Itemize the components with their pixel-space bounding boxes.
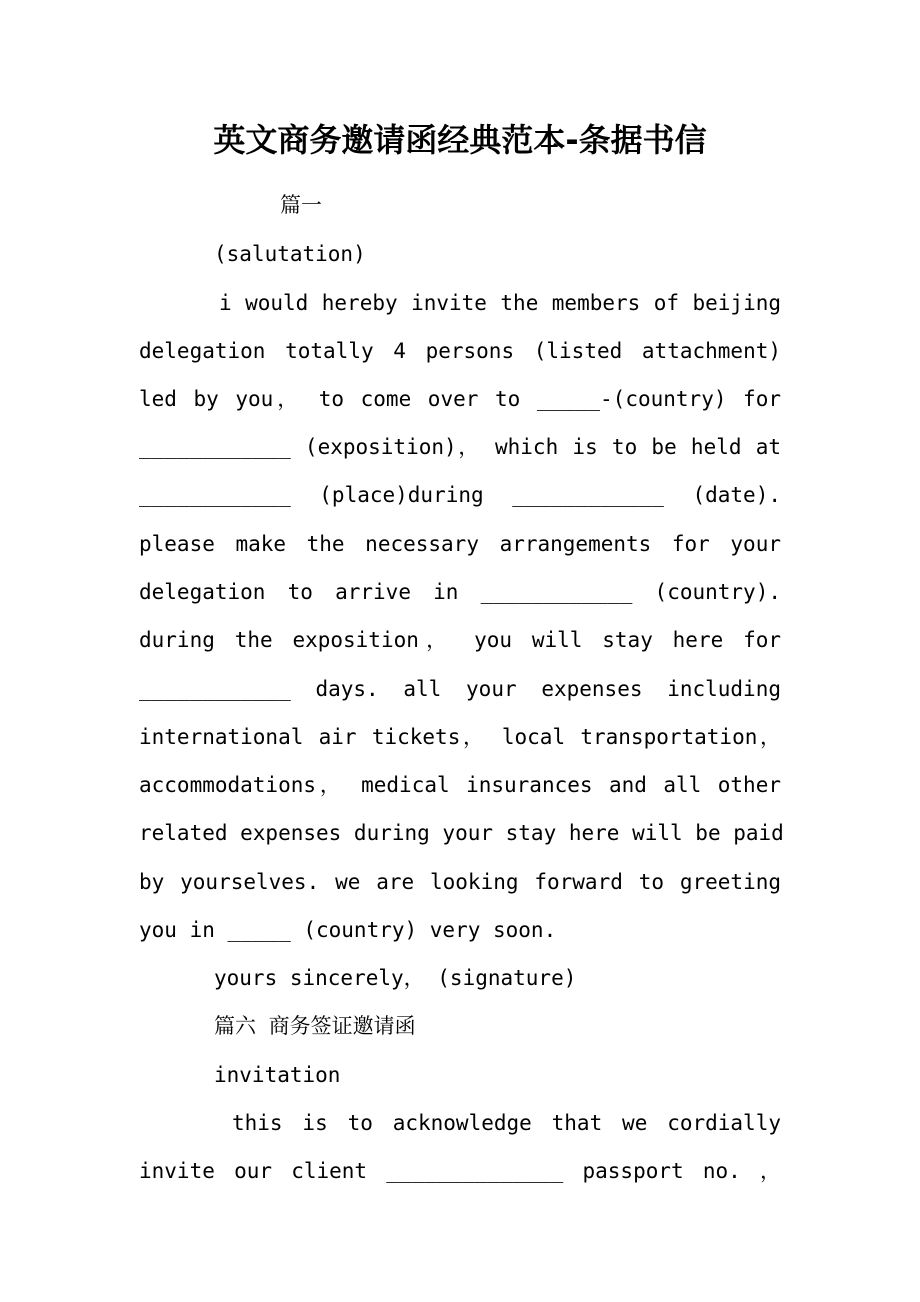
- salutation: (salutation): [214, 242, 366, 266]
- body-line: during the exposition， you will stay here for: [139, 628, 781, 652]
- body-line: ____________ days. all your expenses including: [139, 677, 781, 701]
- body-line: ____________ (place)during ____________ (date).: [139, 483, 781, 507]
- invitation-heading: invitation: [214, 1063, 341, 1087]
- body-line: international air tickets， local transportation，: [139, 725, 781, 749]
- body-line: delegation to arrive in ____________ (country).: [139, 580, 781, 604]
- invitation-line: invite our client ______________ passport no. ，: [139, 1159, 781, 1183]
- section-heading-six: 篇六 商务签证邀请函: [214, 1014, 416, 1038]
- body-line: accommodations， medical insurances and all other: [139, 773, 781, 797]
- body-line: delegation totally 4 persons (listed attachment): [139, 339, 781, 363]
- invitation-line: this is to acknowledge that we cordially: [232, 1111, 781, 1135]
- body-line: ____________ (exposition)， which is to be held at: [139, 435, 781, 459]
- body-line-last: you in _____ (country) very soon.: [139, 918, 557, 942]
- section-heading-one: 篇一: [280, 193, 322, 217]
- body-line: related expenses during your stay here will be paid: [139, 821, 784, 845]
- body-line: by yourselves. we are looking forward to greeting: [139, 870, 781, 894]
- body-line: i would hereby invite the members of beijing: [219, 291, 781, 315]
- document-title: 英文商务邀请函经典范本-条据书信: [213, 121, 707, 159]
- closing-signature: yours sincerely， (signature): [214, 966, 577, 990]
- body-line: please make the necessary arrangements for your: [139, 532, 781, 556]
- body-line: led by you， to come over to _____-(country) for: [139, 387, 781, 411]
